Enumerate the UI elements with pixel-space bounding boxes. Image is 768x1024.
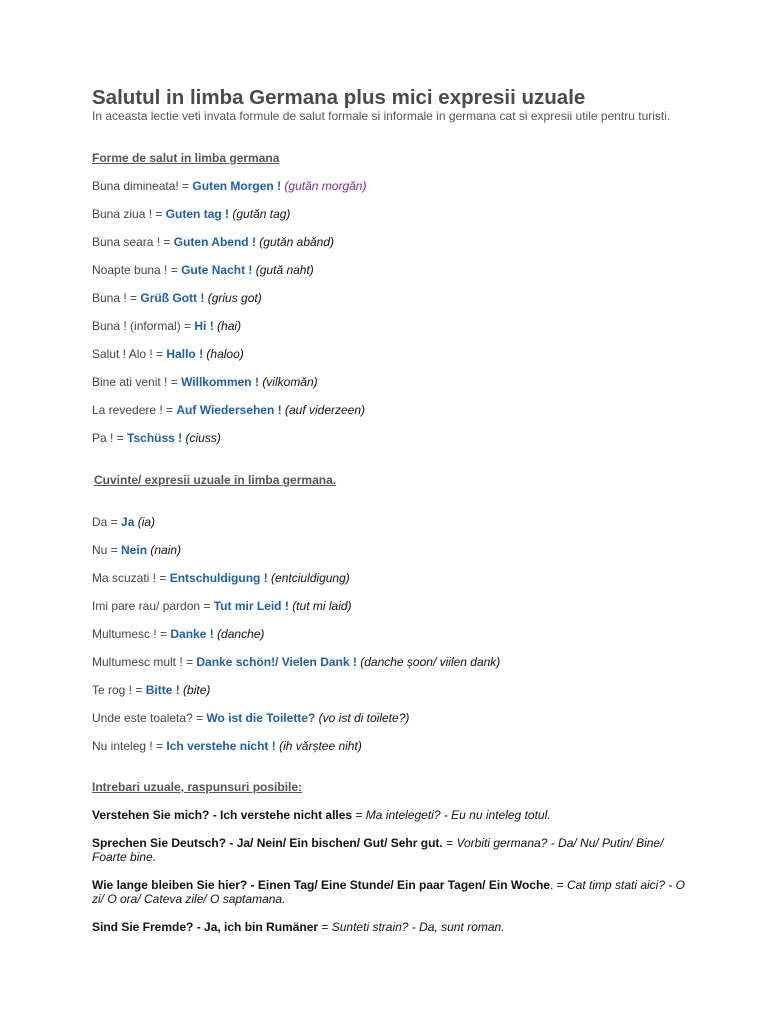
- romanian-text: Buna ! (informal) =: [92, 319, 195, 333]
- romanian-text: Buna dimineata! =: [92, 179, 193, 193]
- german-text: Tut mir Leid !: [213, 599, 289, 613]
- pronunciation-text: (ih vărștee niht): [279, 739, 362, 753]
- pronunciation-text: (haloo): [206, 347, 244, 361]
- romanian-text: Multumesc ! =: [92, 627, 171, 641]
- romanian-text: Salut ! Alo ! =: [92, 347, 167, 361]
- romanian-text: Multumesc mult ! =: [92, 655, 197, 669]
- greeting-row: [92, 347, 244, 361]
- equals-sign: . =: [549, 878, 567, 892]
- german-question: Wie lange bleiben Sie hier? - Einen Tag/ Eine Stunde/ Ein paar Tagen/ Ein Woche: [92, 878, 550, 892]
- german-text: Hallo !: [166, 347, 204, 361]
- pronunciation-text: (gutăn abănd): [259, 235, 335, 249]
- expression-row: [92, 571, 350, 585]
- qa-item: [92, 920, 692, 934]
- pronunciation-text: (auf viderzeen): [284, 403, 366, 417]
- pronunciation-text: (tut mi laid): [292, 599, 352, 613]
- german-text: Willkommen !: [181, 375, 259, 389]
- greeting-row: [92, 207, 290, 221]
- german-text: Guten Abend !: [173, 235, 256, 249]
- romanian-text: Nu =: [92, 543, 122, 557]
- greeting-row: [92, 179, 366, 193]
- section-heading-greetings: Forme de salut in limba germana: [92, 151, 280, 165]
- greeting-row: [92, 319, 241, 333]
- pronunciation-text: (vo ist di toilete?): [318, 711, 410, 725]
- romanian-translation: Vorbiti germana? - Da/ Nu/ Putin/ Bine/ Foarte bine.: [92, 836, 664, 864]
- expression-row: [92, 655, 500, 669]
- german-text: Danke schön!/ Vielen Dank !: [196, 655, 357, 669]
- romanian-translation: Cat timp stati aici? - O zi/ O ora/ Cateva zile/ O saptamana.: [92, 878, 686, 906]
- expression-row: [92, 683, 210, 697]
- romanian-text: Imi pare rau/ pardon =: [92, 599, 214, 613]
- pronunciation-text: (gutăn morgăn): [284, 179, 367, 193]
- romanian-translation: Ma intelegeti? - Eu nu inteleg totul.: [365, 808, 551, 822]
- german-question: Sprechen Sie Deutsch? - Ja/ Nein/ Ein bischen/ Gut/ Sehr gut.: [92, 836, 443, 850]
- german-text: Bitte !: [145, 683, 180, 697]
- german-text: Hi !: [194, 319, 214, 333]
- romanian-text: Unde este toaleta? =: [92, 711, 207, 725]
- pronunciation-text: (nain): [150, 543, 182, 557]
- german-text: Ja: [121, 515, 135, 529]
- greeting-row: [92, 431, 221, 445]
- german-question: Sind Sie Fremde? - Ja, ich bin Rumäner: [92, 920, 319, 934]
- pronunciation-text: (ia): [137, 515, 156, 529]
- german-text: Guten tag !: [165, 207, 230, 221]
- pronunciation-text: (vilkomăn): [262, 375, 318, 389]
- romanian-text: Bine ati venit ! =: [92, 375, 182, 389]
- romanian-text: Nu inteleg ! =: [92, 739, 167, 753]
- expression-row: [92, 515, 155, 529]
- greeting-row: [92, 235, 334, 249]
- section-heading-expressions: Cuvinte/ expresii uzuale in limba germana.: [94, 473, 337, 487]
- equals-sign: =: [352, 808, 366, 822]
- romanian-translation: Sunteti strain? - Da, sunt roman.: [331, 920, 505, 934]
- intro-paragraph: In aceasta lectie veti invata formule de salut formale si informale in germana cat si expresii utile pentru turisti.: [92, 109, 671, 123]
- german-text: Auf Wiedersehen !: [176, 403, 282, 417]
- romanian-text: Da =: [92, 515, 122, 529]
- romanian-text: Pa ! =: [92, 431, 128, 445]
- pronunciation-text: (hai): [217, 319, 242, 333]
- romanian-text: Noapte buna ! =: [92, 263, 182, 277]
- greeting-row: [92, 263, 314, 277]
- expression-row: [92, 711, 409, 725]
- pronunciation-text: (ciuss): [185, 431, 221, 445]
- pronunciation-text: (bite): [183, 683, 211, 697]
- pronunciation-text: (gutăn tag): [232, 207, 291, 221]
- german-text: Wo ist die Toilette?: [206, 711, 316, 725]
- expression-row: [92, 739, 362, 753]
- equals-sign: =: [318, 920, 332, 934]
- qa-item: [92, 836, 692, 864]
- qa-item: [92, 808, 692, 822]
- expression-row: [92, 543, 181, 557]
- romanian-text: Buna seara ! =: [92, 235, 174, 249]
- german-question: Verstehen Sie mich? - Ich verstehe nicht alles: [92, 808, 353, 822]
- section-heading-questions: Intrebari uzuale, raspunsuri posibile:: [92, 780, 303, 794]
- qa-item: [92, 878, 692, 906]
- german-text: Danke !: [170, 627, 214, 641]
- german-text: Nein: [121, 543, 148, 557]
- greeting-row: [92, 403, 365, 417]
- german-text: Tschüss !: [127, 431, 183, 445]
- german-text: Grüß Gott !: [140, 291, 205, 305]
- expression-row: [92, 627, 264, 641]
- pronunciation-text: (danche): [217, 627, 265, 641]
- romanian-text: La revedere ! =: [92, 403, 177, 417]
- pronunciation-text: (entciuldigung): [271, 571, 350, 585]
- romanian-text: Te rog ! =: [92, 683, 146, 697]
- german-text: Guten Morgen !: [192, 179, 282, 193]
- expression-row: [92, 599, 352, 613]
- page-title: Salutul in limba Germana plus mici expresii uzuale: [92, 86, 586, 109]
- romanian-text: Buna ! =: [92, 291, 141, 305]
- pronunciation-text: (gută naht): [255, 263, 314, 277]
- equals-sign: =: [442, 836, 457, 850]
- romanian-text: Ma scuzati ! =: [92, 571, 170, 585]
- greeting-row: [92, 291, 262, 305]
- german-text: Ich verstehe nicht !: [166, 739, 276, 753]
- pronunciation-text: (danche șoon/ viilen dank): [360, 655, 501, 669]
- german-text: Entschuldigung !: [169, 571, 268, 585]
- greeting-row: [92, 375, 318, 389]
- german-text: Gute Nacht !: [181, 263, 253, 277]
- pronunciation-text: (grius got): [207, 291, 262, 305]
- romanian-text: Buna ziua ! =: [92, 207, 166, 221]
